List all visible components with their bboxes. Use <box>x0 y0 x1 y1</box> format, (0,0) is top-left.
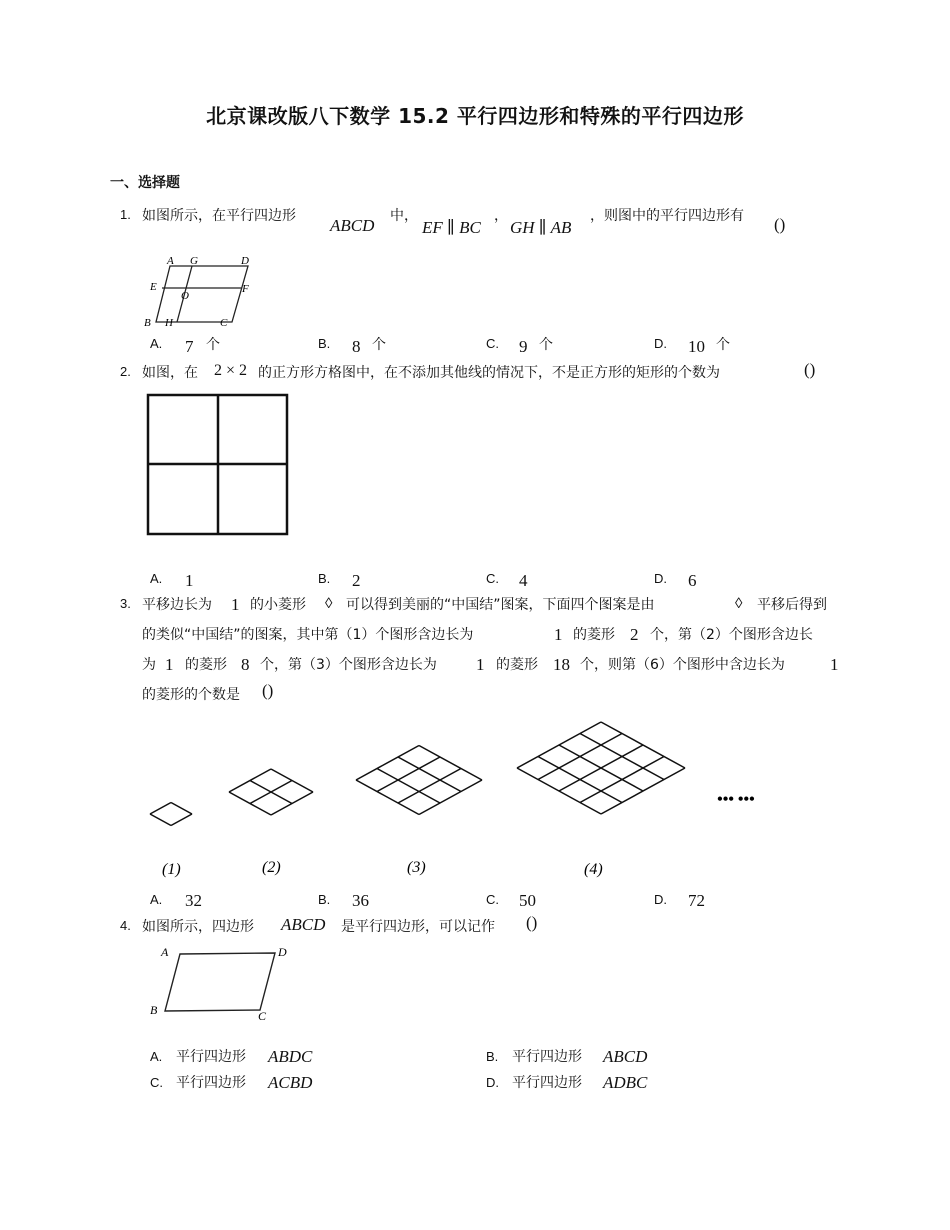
q1-label-c: C <box>220 317 228 329</box>
q1-option-c-unit: 个 <box>539 337 553 353</box>
q1-label-o: O <box>181 290 189 302</box>
q3-line3-b: 的菱形 <box>185 657 227 673</box>
q3-caption-2: (2) <box>262 859 281 876</box>
q3-option-b-value: 36 <box>352 891 369 910</box>
q1-text-2: 中， <box>390 208 418 224</box>
q4-text-1: 如图所示，四边形 <box>142 919 254 935</box>
q1-text-3: ， <box>494 208 508 224</box>
q4-option-c-text: 平行四边形 <box>176 1075 246 1091</box>
q2-grid-figure <box>145 392 291 538</box>
q1-option-a-value: 7 <box>185 337 194 356</box>
q4-option-a-text: 平行四边形 <box>176 1049 246 1065</box>
q3-line3-e: 个，则第（6）个图形中含边长为 <box>580 657 785 673</box>
q4-label-b: B <box>150 1003 158 1017</box>
q4-option-c-label: C. <box>150 1075 163 1090</box>
q1-label-h: H <box>165 317 173 329</box>
q3-num-1: 1 <box>231 595 240 614</box>
q4-label-d: D <box>278 945 287 959</box>
q3-num-4: 1 <box>165 655 174 674</box>
q3-num-3: 2 <box>630 625 639 644</box>
q3-line4-a: 的菱形的个数是 <box>142 687 240 703</box>
q1-parallelogram-figure <box>140 252 260 332</box>
q4-option-d-label: D. <box>486 1075 499 1090</box>
knot-figure-1 <box>150 803 192 826</box>
q3-line2-b: 的菱形 <box>573 627 615 643</box>
q4-text-2: 是平行四边形，可以记作 <box>341 919 495 935</box>
section-heading: 一、选择题 <box>110 175 180 191</box>
q2-option-c-label: C. <box>486 571 499 586</box>
q3-caption-3: (3) <box>407 859 426 876</box>
q1-option-c-value: 9 <box>519 337 528 356</box>
q3-option-d-label: D. <box>654 892 667 907</box>
q4-math-1: ABCD <box>281 915 326 934</box>
page-title: 北京课改版八下数学 15.2 平行四边形和特殊的平行四边形 <box>206 104 744 128</box>
q1-text-4: ，则图中的平行四边形有 <box>590 208 744 224</box>
q4-option-c-value: ACBD <box>268 1073 313 1092</box>
q3-num-6: 1 <box>476 655 485 674</box>
q4-label-a: A <box>161 945 169 959</box>
q4-parallelogram-figure <box>145 940 305 1025</box>
q2-option-d-label: D. <box>654 571 667 586</box>
q1-label-e: E <box>150 281 157 293</box>
q2-math-1: 2 × 2 <box>214 362 248 379</box>
q1-math-1: ABCD <box>330 216 375 235</box>
q4-paren: () <box>526 913 538 932</box>
knot-patterns <box>150 722 685 826</box>
q2-number: 2. <box>120 364 131 379</box>
q4-option-a-value: ABDC <box>268 1047 313 1066</box>
q2-option-b-value: 2 <box>352 571 361 590</box>
q3-option-d-value: 72 <box>688 891 705 910</box>
rhombus-icon-2: ◊ <box>735 596 743 612</box>
q3-line1-d: 平移后得到 <box>757 597 827 613</box>
q3-line3-d: 的菱形 <box>496 657 538 673</box>
q3-num-7: 18 <box>553 655 570 674</box>
q3-line1-b: 的小菱形 <box>250 597 306 613</box>
q4-number: 4. <box>120 918 131 933</box>
q3-line2-c: 个，第（2）个图形含边长 <box>650 627 813 643</box>
q1-option-b-unit: 个 <box>372 337 386 353</box>
q2-option-d-value: 6 <box>688 571 697 590</box>
q3-num-8: 1 <box>830 655 839 674</box>
rhombus-icon: ◊ <box>325 596 333 612</box>
q4-label-c: C <box>258 1009 267 1023</box>
q3-line2-a: 的类似“中国结”的图案，其中第（1）个图形含边长为 <box>142 627 474 643</box>
q4-option-b-value: ABCD <box>603 1047 648 1066</box>
q3-num-2: 1 <box>554 625 563 644</box>
q3-option-c-value: 50 <box>519 891 536 910</box>
q1-label-a: A <box>167 255 174 267</box>
q1-option-d-label: D. <box>654 336 667 351</box>
q1-option-d-value: 10 <box>688 337 705 356</box>
knot-figure-3 <box>356 746 482 815</box>
q3-paren: () <box>262 681 274 700</box>
q3-knot-figures <box>140 710 780 885</box>
q1-option-a-unit: 个 <box>206 337 220 353</box>
q3-line1-c: 可以得到美丽的“中国结”图案，下面四个图案是由 <box>346 597 655 613</box>
knot-figure-4 <box>517 722 685 814</box>
q4-option-a-label: A. <box>150 1049 163 1064</box>
q3-line3-c: 个，第（3）个图形含边长为 <box>260 657 437 673</box>
knot-figure-2 <box>229 769 313 815</box>
q1-label-b: B <box>144 317 151 329</box>
q1-math-3: GH ∥ AB <box>510 218 572 237</box>
q2-paren: () <box>804 360 816 379</box>
q3-option-b-label: B. <box>318 892 331 907</box>
q2-option-a-value: 1 <box>185 571 194 590</box>
q2-option-b-label: B. <box>318 571 331 586</box>
q3-option-c-label: C. <box>486 892 499 907</box>
q2-option-a-label: A. <box>150 571 163 586</box>
q1-option-b-label: B. <box>318 336 331 351</box>
q3-line3-a: 为 <box>142 657 156 673</box>
q1-number: 1. <box>120 207 131 222</box>
q1-option-b-value: 8 <box>352 337 361 356</box>
q1-text-1: 如图所示，在平行四边形 <box>142 208 296 224</box>
q1-math-2: EF ∥ BC <box>422 218 481 237</box>
q2-text-1: 如图，在 <box>142 365 198 381</box>
q3-num-5: 8 <box>241 655 250 674</box>
q1-label-f: F <box>242 283 249 295</box>
q1-label-g: G <box>190 255 198 267</box>
q3-option-a-value: 32 <box>185 891 202 910</box>
q1-label-d: D <box>241 255 249 267</box>
q3-option-a-label: A. <box>150 892 163 907</box>
q3-ellipsis: ••• ••• <box>717 791 755 808</box>
q4-option-b-text: 平行四边形 <box>512 1049 582 1065</box>
q1-paren: () <box>774 215 786 234</box>
q1-option-a-label: A. <box>150 336 163 351</box>
q3-caption-1: (1) <box>162 861 181 878</box>
q1-option-c-label: C. <box>486 336 499 351</box>
q4-option-d-value: ADBC <box>603 1073 648 1092</box>
q1-option-d-unit: 个 <box>716 337 730 353</box>
q3-line1-a: 平移边长为 <box>142 597 212 613</box>
q4-option-d-text: 平行四边形 <box>512 1075 582 1091</box>
q3-caption-4: (4) <box>584 861 603 878</box>
q4-option-b-label: B. <box>486 1049 499 1064</box>
q2-text-2: 的正方形方格图中，在不添加其他线的情况下，不是正方形的矩形的个数为 <box>258 365 720 381</box>
q2-option-c-value: 4 <box>519 571 528 590</box>
q3-number: 3. <box>120 596 131 611</box>
